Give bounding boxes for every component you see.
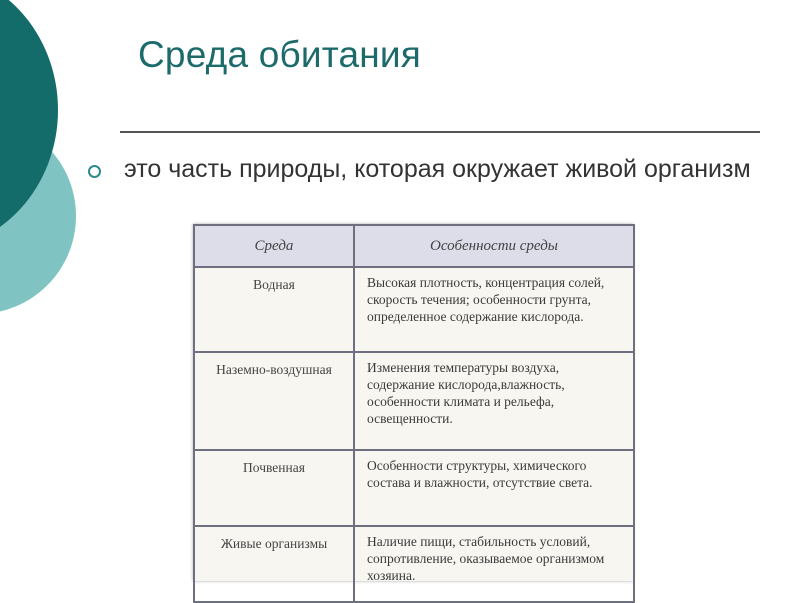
features-cell: Изменения температуры воздуха, содержание кислорода,влажность, особенности климата и рельефа, освещенности. xyxy=(354,352,634,450)
bullet-text: это часть природы, которая окружает живой организм xyxy=(124,155,751,183)
env-cell: Водная xyxy=(194,267,354,352)
habitat-table xyxy=(193,224,635,603)
table-row xyxy=(194,267,634,352)
table-header-row xyxy=(194,225,634,267)
features-cell: Наличие пищи, стабильность условий, сопротивление, оказываемое организмом хозяина. xyxy=(354,526,634,602)
header-features: Особенности среды xyxy=(354,225,634,267)
table-row xyxy=(194,526,634,602)
features-cell: Особенности структуры, химического состава и влажности, отсутствие света. xyxy=(354,450,634,526)
env-cell: Наземно-воздушная xyxy=(194,352,354,450)
header-environment: Среда xyxy=(194,225,354,267)
slide-title: Среда обитания xyxy=(138,34,421,75)
features-cell: Высокая плотность, концентрация солей, скорость течения; особенности грунта, определенное содержание кислорода. xyxy=(354,267,634,352)
env-cell: Почвенная xyxy=(194,450,354,526)
habitat-table-image xyxy=(193,224,633,581)
table-row xyxy=(194,450,634,526)
hollow-circle-bullet-icon xyxy=(88,165,101,178)
table-row xyxy=(194,352,634,450)
title-divider xyxy=(120,131,760,133)
env-cell: Живые организмы xyxy=(194,526,354,602)
